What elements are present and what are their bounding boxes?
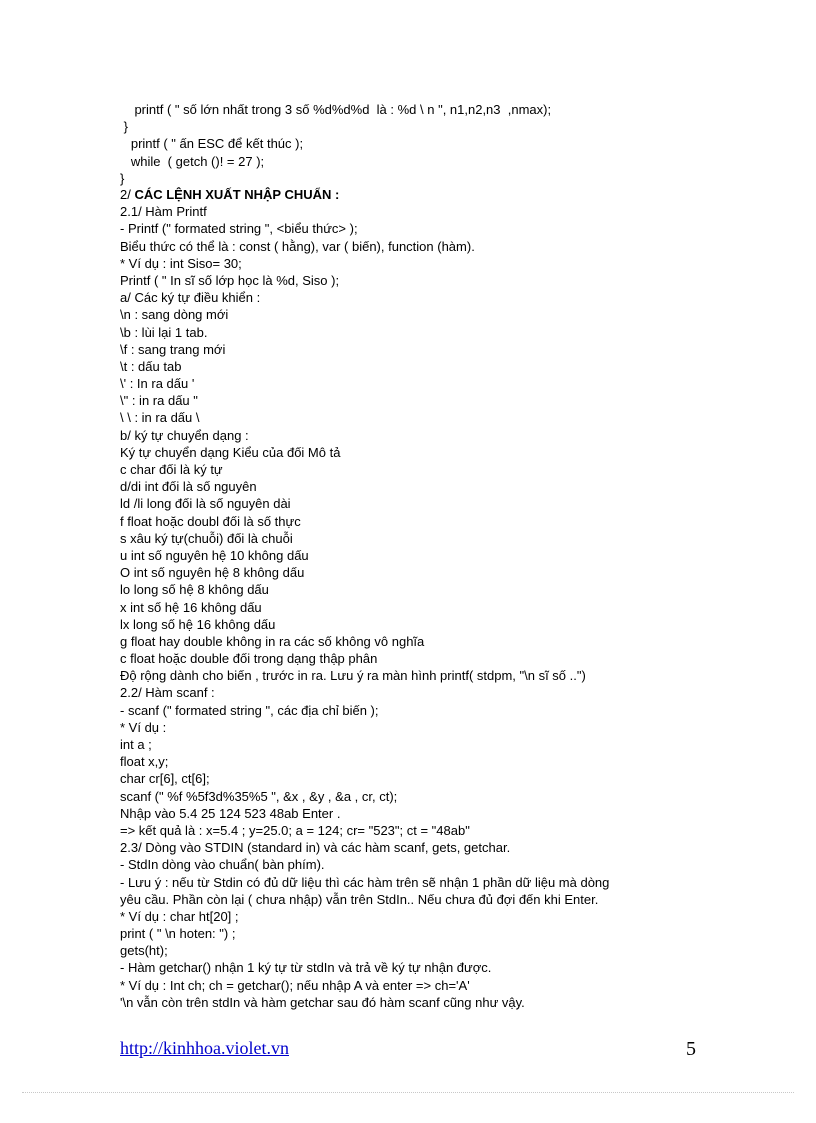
text-line: \n : sang dòng mới — [120, 307, 229, 323]
page-number: 5 — [686, 1038, 696, 1060]
text-line: print ( " \n hoten: ") ; — [120, 926, 236, 942]
text-line: * Ví dụ : char ht[20] ; — [120, 908, 239, 924]
text-line: c char đối là ký tự — [120, 462, 223, 477]
text-line: \t : dấu tab — [120, 358, 182, 374]
text-line: lx long số hệ 16 không dấu — [120, 616, 276, 632]
text-line: a/ Các ký tự điều khiển : — [120, 290, 261, 306]
text-line: c float hoặc double đối trong dạng thập phân — [120, 651, 378, 667]
text-line: Độ rộng dành cho biến , trước in ra. Lưu ý ra màn hình printf( stdpm, "\n sĩ số ..") — [120, 668, 586, 684]
text-line: \b : lùi lại 1 tab. — [120, 324, 208, 340]
text-line: Printf ( " In sĩ số lớp học là %d, Siso ); — [120, 272, 340, 288]
section-number: 2/ — [120, 187, 131, 202]
code-line: } — [120, 119, 128, 135]
text-line: '\n vẫn còn trên stdIn và hàm getchar sau đó hàm scanf cũng như vậy. — [120, 994, 525, 1010]
text-line: - scanf (" formated string ", các địa chỉ biến ); — [120, 702, 379, 718]
text-line: - Printf (" formated string ", <biểu thức> ); — [120, 221, 358, 237]
text-line: \ \ : in ra dấu \ — [120, 410, 200, 426]
text-line: x int số hệ 16 không dấu — [120, 599, 262, 615]
text-line: O int số nguyên hệ 8 không dấu — [120, 565, 305, 581]
text-line: Ký tự chuyển dạng Kiểu của đối Mô tả — [120, 444, 341, 460]
page-bottom-border — [22, 1092, 794, 1093]
text-line: s xâu ký tự(chuỗi) đối là chuỗi — [120, 530, 293, 546]
text-line: 2.2/ Hàm scanf : — [120, 685, 215, 701]
text-line: \" : in ra dấu " — [120, 393, 198, 409]
text-line: 2.1/ Hàm Printf — [120, 204, 207, 220]
section-title: CÁC LỆNH XUẤT NHẬP CHUẨN : — [134, 187, 340, 202]
code-line: printf ( " ấn ESC để kết thúc ); — [120, 136, 304, 152]
text-line: scanf (" %f %5f3d%35%5 ", &x , &y , &a , cr, ct); — [120, 788, 398, 804]
text-line: ld /li long đối là số nguyên dài — [120, 496, 291, 512]
text-line: Biểu thức có thể là : const ( hằng), var ( biến), function (hàm). — [120, 238, 475, 254]
text-line: - StdIn dòng vào chuẩn( bàn phím). — [120, 857, 325, 873]
code-line: } — [120, 170, 125, 186]
text-line: \f : sang trang mới — [120, 341, 226, 357]
text-line: g float hay double không in ra các số không vô nghĩa — [120, 633, 425, 649]
code-snippet — [120, 101, 740, 187]
text-line: Nhập vào 5.4 25 124 523 48ab Enter . — [120, 805, 341, 821]
text-line: char cr[6], ct[6]; — [120, 771, 210, 787]
text-line: gets(ht); — [120, 943, 168, 959]
text-line: => kết quả là : x=5.4 ; y=25.0; a = 124; cr= "523"; ct = "48ab" — [120, 822, 470, 838]
document-body — [120, 186, 740, 1011]
text-line: * Ví dụ : — [120, 719, 167, 735]
text-line: * Ví dụ : Int ch; ch = getchar(); nếu nhập A và enter => ch='A' — [120, 977, 470, 993]
text-line: b/ ký tự chuyển dạng : — [120, 427, 249, 443]
text-line: - Hàm getchar() nhận 1 ký tự từ stdIn và trả về ký tự nhận được. — [120, 960, 492, 976]
text-line: - Lưu ý : nếu từ Stdin có đủ dữ liệu thì các hàm trên sẽ nhận 1 phần dữ liệu mà dòng — [120, 874, 610, 890]
section-heading — [120, 186, 740, 203]
text-line: u int số nguyên hệ 10 không dấu — [120, 547, 309, 563]
text-line: lo long số hệ 8 không dấu — [120, 582, 269, 598]
code-line: while ( getch ()! = 27 ); — [120, 153, 265, 169]
code-line: printf ( " số lớn nhất trong 3 số %d%d%d là : %d \ n ", n1,n2,n3 ,nmax); — [120, 102, 552, 117]
text-line: * Ví dụ : int Siso= 30; — [120, 255, 242, 271]
text-line: int a ; — [120, 737, 152, 752]
text-line: d/di int đối là số nguyên — [120, 479, 257, 495]
text-line: 2.3/ Dòng vào STDIN (standard in) và các hàm scanf, gets, getchar. — [120, 840, 511, 856]
text-line: float x,y; — [120, 754, 169, 770]
text-line: \' : In ra dấu ' — [120, 376, 195, 392]
text-line: f float hoặc doubl đối là số thực — [120, 513, 301, 529]
footer-link[interactable]: http://kinhhoa.violet.vn — [120, 1038, 289, 1058]
text-line: yêu cầu. Phần còn lại ( chưa nhập) vẫn trên StdIn.. Nếu chưa đủ đợi đến khi Enter. — [120, 891, 599, 907]
